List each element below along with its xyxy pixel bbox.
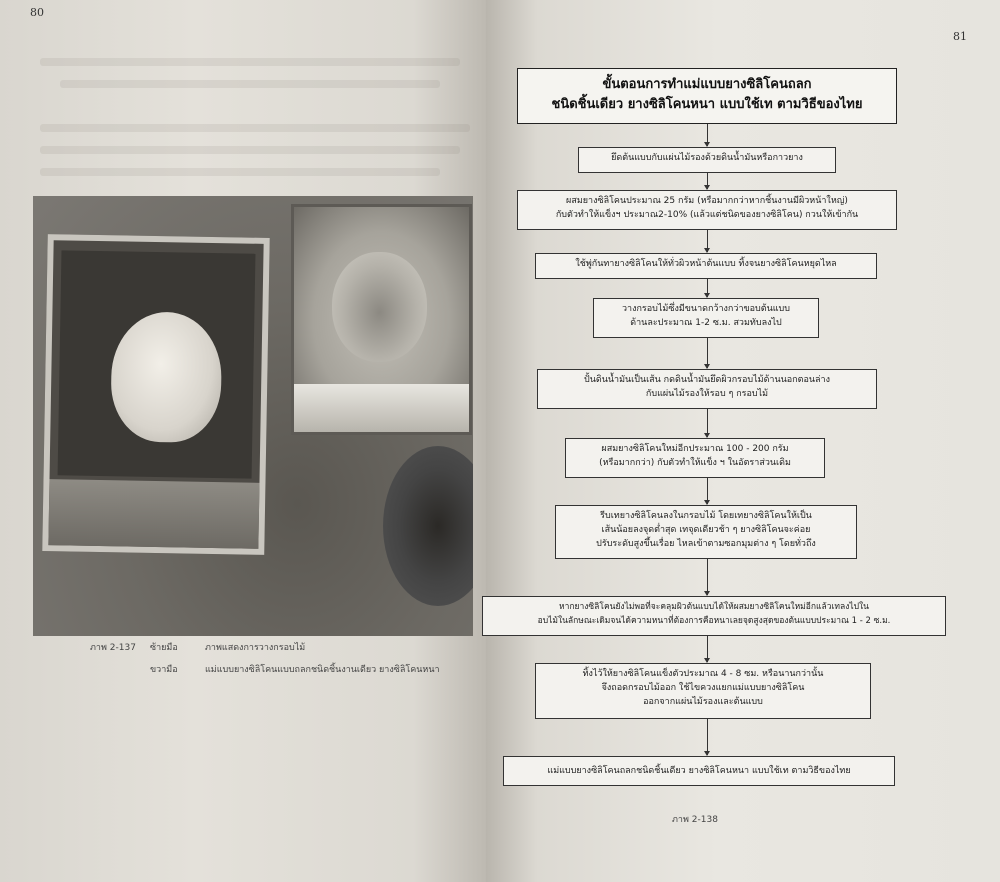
wooden-frame-image	[42, 234, 269, 555]
flow-step-3: ใช้พู่กันทายางซิลิโคนให้ทั่วผิวหน้าต้นแบบ ทิ้งจนยางซิลิโคนหยุดไหล	[535, 253, 877, 279]
flow-arrow	[707, 230, 708, 252]
flow-step-6: ผสมยางซิลิโคนใหม่อีกประมาณ 100 - 200 กรัม (หรือมากกว่า) กับตัวทำให้แข็ง ฯ ในอัตราส่วนเดิม	[565, 438, 825, 478]
bleed-through-line	[40, 168, 440, 176]
flow-step-1: ยึดต้นแบบกับแผ่นไม้รองด้วยดินน้ำมันหรือกาวยาง	[578, 147, 836, 173]
caption-text-left: ภาพแสดงการวางกรอบไม้	[205, 643, 306, 653]
flow-arrow	[707, 124, 708, 146]
bleed-through-line	[60, 80, 440, 88]
left-page	[0, 0, 486, 882]
flow-step-8: หากยางซิลิโคนยังไม่พอที่จะคลุมผิวต้นแบบได้ให้ผสมยางซิลิโคนใหม่อีกแล้วเทลงไปใน อบไม้ในลักษณะเดิมจนได้ความหนาที่ต้องการคือหนาเลยจุดสูงสุดของต้นแบบประมาณ 1 - 2 ซ.ม.	[482, 596, 946, 636]
flow-step-5: ปั้นดินน้ำมันเป็นเส้น กดดินน้ำมันยึดผิวกรอบไม้ด้านนอกตอนล่าง กับแผ่นไม้รองให้รอบ ๆ กรอบไม้	[537, 369, 877, 409]
flow-arrow	[707, 279, 708, 297]
flow-arrow	[707, 719, 708, 755]
flow-step-2: ผสมยางซิลิโคนประมาณ 25 กรัม (หรือมากกว่าหากชิ้นงานมีผิวหน้าใหญ่) กับตัวทำให้แข็งฯ ประมาณ2-10% (แล้วแต่ชนิดของยางซิลิโคน) กวนให้เข้ากัน	[517, 190, 897, 230]
bust-model-image	[110, 311, 222, 443]
bleed-through-line	[40, 146, 460, 154]
flow-arrow	[707, 636, 708, 662]
bleed-through-line	[40, 58, 460, 66]
flowchart-title	[517, 68, 897, 124]
flow-arrow	[707, 478, 708, 504]
right-page-number: 81	[953, 30, 967, 43]
figure-label: ภาพ 2-137	[90, 643, 136, 653]
flow-step-4: วางกรอบไม้ซึ่งมีขนาดกว้างกว่าขอบต้นแบบ ด้านละประมาณ 1-2 ซ.ม. สวมทับลงไป	[593, 298, 819, 338]
caption-text-right: แม่แบบยางซิลิโคนแบบถลกชนิดชิ้นงานเดียว ยางซิลิโคนหนา	[205, 665, 440, 675]
mold-photo	[33, 196, 473, 636]
bleed-through-line	[40, 124, 470, 132]
flow-arrow	[707, 409, 708, 437]
flow-arrow	[707, 173, 708, 189]
flowchart-title-line: ขั้นตอนการทำแม่แบบยางซิลิโคนถลก	[602, 77, 812, 92]
flow-step-10: แม่แบบยางซิลิโคนถลกชนิดชิ้นเดียว ยางซิลิโคนหนา แบบใช้เท ตามวิธีของไทย	[503, 756, 895, 786]
left-page-number: 80	[30, 6, 44, 19]
caption-position-right: ขวามือ	[150, 665, 178, 675]
right-figure-label: ภาพ 2-138	[672, 815, 718, 825]
ornament-image	[383, 446, 473, 606]
flow-arrow	[707, 559, 708, 595]
flow-step-7: รีบเทยางซิลิโคนลงในกรอบไม้ โดยเทยางซิลิโคนให้เป็น เส้นน้อยลงจุดต่ำสุด เทจุดเดียวช้า ๆ ยางซิลิโคนจะค่อย ปรับระดับสูงขึ้นเรื่อย ไหลเข้าตามซอกมุมต่าง ๆ โดยทั่วถึง	[555, 505, 857, 559]
silicone-mold-image	[291, 204, 472, 435]
caption-position-left: ซ้ายมือ	[150, 643, 178, 653]
flow-step-9: ทิ้งไว้ให้ยางซิลิโคนแข็งตัวประมาณ 4 - 8 ซม. หรือนานกว่านั้น จึงถอดกรอบไม้ออก ใช้ไขควงแยกแม่แบบยางซิลิโคน ออกจากแผ่นไม้รองและต้นแบบ	[535, 663, 871, 719]
flow-arrow	[707, 338, 708, 368]
flowchart-title-line: ชนิดชิ้นเดียว ยางซิลิโคนหนา แบบใช้เท ตามวิธีของไทย	[551, 97, 863, 112]
